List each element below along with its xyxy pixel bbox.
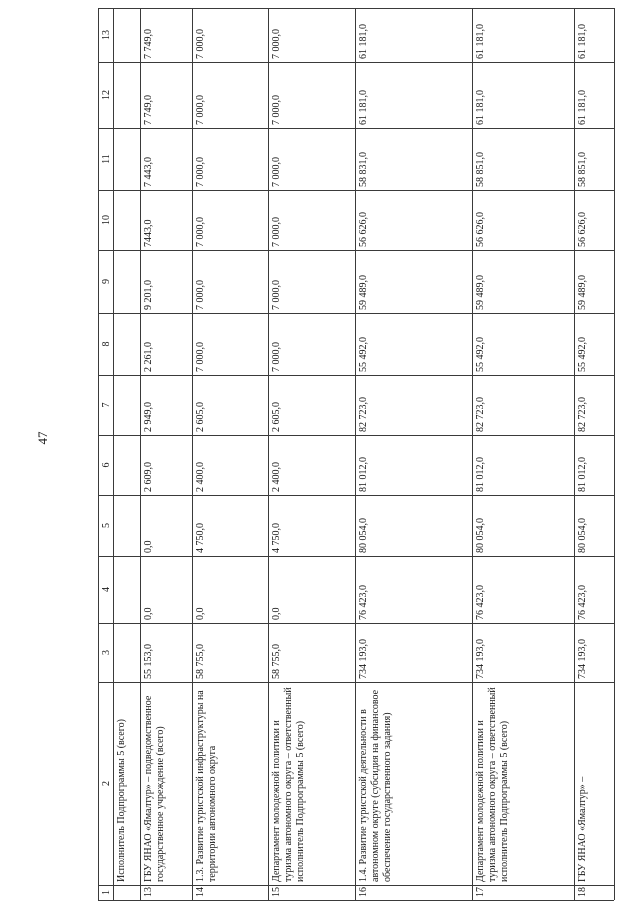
value-cell: 4 750,0	[271, 523, 282, 553]
column-header: 4	[101, 587, 112, 592]
value-cell: 7 000,0	[271, 217, 282, 247]
value-cell: 734 193,0	[475, 639, 486, 679]
row-name: Департамент молодежной политики и туризма автономного округа – ответственный исполнитель Подпрограммы 5 (всего)	[271, 687, 306, 882]
row-name: Департамент молодежной политики и туризма автономного округа – ответственный исполнитель Подпрограммы 5 (всего)	[475, 687, 510, 882]
value-cell: 7 000,0	[195, 217, 206, 247]
value-cell: 7 000,0	[271, 342, 282, 372]
value-cell: 734 193,0	[577, 639, 588, 679]
value-cell: 7 749,0	[143, 29, 154, 59]
value-cell: 7 000,0	[195, 29, 206, 59]
value-cell: 2 400,0	[195, 462, 206, 492]
value-cell: 80 054,0	[475, 518, 486, 553]
value-cell: 55 492,0	[577, 337, 588, 372]
value-cell: 7 000,0	[271, 29, 282, 59]
row-number: 13	[143, 887, 154, 897]
column-header: 2	[101, 781, 112, 786]
value-cell: 734 193,0	[358, 639, 369, 679]
value-cell: 7 000,0	[271, 95, 282, 125]
value-cell: 58 851,0	[475, 152, 486, 187]
column-header: 11	[101, 154, 112, 164]
column-header: 13	[101, 30, 112, 40]
column-header: 9	[101, 279, 112, 284]
table-grid-line	[98, 900, 614, 901]
value-cell: 59 489,0	[358, 275, 369, 310]
value-cell: 58 831,0	[358, 152, 369, 187]
row-name: 1.3. Развитие туристской инфраструктуры на территории автономного округа	[195, 690, 218, 882]
value-cell: 0,0	[271, 607, 282, 620]
column-header: 3	[101, 650, 112, 655]
value-cell: 7 443,0	[143, 157, 154, 187]
value-cell: 2 261,0	[143, 342, 154, 372]
row-name: ГБУ ЯНАО «Ямалтур» – подведомственное государственное учреждение (всего)	[143, 695, 166, 882]
value-cell: 55 492,0	[358, 337, 369, 372]
value-cell: 61 181,0	[577, 90, 588, 125]
value-cell: 7 000,0	[271, 157, 282, 187]
row-number: 16	[358, 887, 369, 897]
column-header: 6	[101, 462, 112, 468]
value-cell: 81 012,0	[475, 457, 486, 492]
value-cell: 7 000,0	[195, 342, 206, 372]
value-cell: 2 400,0	[271, 462, 282, 492]
value-cell: 0,0	[143, 607, 154, 620]
value-cell: 59 489,0	[577, 275, 588, 310]
value-cell: 56 626,0	[358, 212, 369, 247]
column-header: 8	[101, 341, 112, 347]
column-header: 5	[101, 523, 112, 528]
row-name: 1.4. Развитие туристской деятельности в автономном округе (субсидия на финансовое обеспечение государственного задания)	[358, 689, 393, 882]
value-cell: 61 181,0	[577, 24, 588, 59]
value-cell: 56 626,0	[475, 212, 486, 247]
row-name: Исполнитель Подпрограммы 5 (всего)	[116, 719, 127, 882]
value-cell: 76 423,0	[358, 585, 369, 620]
value-cell: 2 605,0	[271, 402, 282, 432]
value-cell: 7 749,0	[143, 95, 154, 125]
value-cell: 0,0	[143, 540, 154, 553]
value-cell: 76 423,0	[475, 585, 486, 620]
column-header: 10	[101, 215, 112, 225]
table-grid-line	[614, 8, 615, 900]
row-number: 15	[271, 887, 282, 897]
value-cell: 61 181,0	[358, 90, 369, 125]
value-cell: 61 181,0	[475, 90, 486, 125]
column-header: 12	[101, 90, 112, 100]
value-cell: 2 609,0	[143, 462, 154, 492]
page-number: 47	[35, 431, 50, 445]
value-cell: 58 755,0	[195, 644, 206, 679]
value-cell: 2 949,0	[143, 402, 154, 432]
value-cell: 58 851,0	[577, 152, 588, 187]
value-cell: 9 201,0	[143, 280, 154, 310]
value-cell: 58 755,0	[271, 644, 282, 679]
value-cell: 0,0	[195, 607, 206, 620]
value-cell: 61 181,0	[358, 24, 369, 59]
value-cell: 59 489,0	[475, 275, 486, 310]
value-cell: 80 054,0	[577, 518, 588, 553]
value-cell: 55 153,0	[143, 644, 154, 679]
value-cell: 7 000,0	[271, 280, 282, 310]
value-cell: 61 181,0	[475, 24, 486, 59]
row-number: 18	[577, 887, 588, 897]
value-cell: 55 492,0	[475, 337, 486, 372]
row-number: 17	[475, 887, 486, 897]
row-number: 14	[195, 887, 206, 897]
row-name: ГБУ ЯНАО «Ямалтур» –	[577, 776, 588, 882]
column-header: 7	[101, 402, 112, 408]
value-cell: 82 723,0	[358, 397, 369, 432]
value-cell: 7 000,0	[195, 157, 206, 187]
value-cell: 7 000,0	[195, 95, 206, 125]
value-cell: 2 605,0	[195, 402, 206, 432]
value-cell: 76 423,0	[577, 585, 588, 620]
column-header: 1	[101, 890, 112, 895]
value-cell: 56 626,0	[577, 212, 588, 247]
value-cell: 7 000,0	[195, 280, 206, 310]
value-cell: 82 723,0	[475, 397, 486, 432]
value-cell: 82 723,0	[577, 397, 588, 432]
value-cell: 80 054,0	[358, 518, 369, 553]
value-cell: 81 012,0	[358, 457, 369, 492]
value-cell: 7443,0	[143, 219, 154, 247]
value-cell: 81 012,0	[577, 457, 588, 492]
value-cell: 4 750,0	[195, 523, 206, 553]
